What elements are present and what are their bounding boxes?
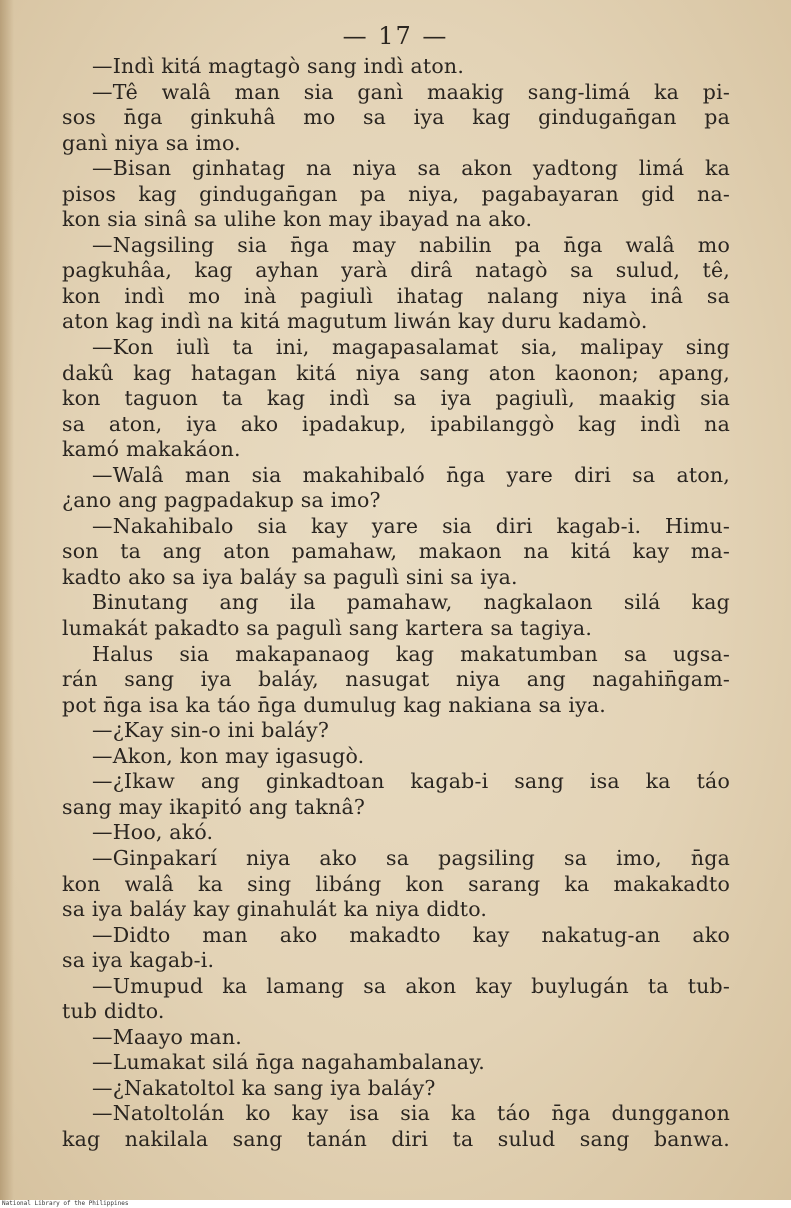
text-line: —Tê walâ man sia ganì maakig sang-limá ka pi-	[92, 79, 730, 104]
text-line: rán sang iya baláy, nasugat niya ang nagahin̄gam-	[62, 667, 730, 692]
page-number: — 17 —	[342, 22, 449, 50]
text-line: sa aton, iya ako ipadakup, ipabilanggò kag indì na	[62, 411, 730, 436]
text-line: —Indì kitá magtagò sang indì aton.	[92, 54, 465, 78]
text-line: —Bisan ginhatag na niya sa akon yadtong limá ka	[92, 156, 730, 181]
text-line: —¿Kay sin-o ini baláy?	[92, 718, 330, 743]
text-line: —¿Nakatoltol ka sang iya baláy?	[92, 1075, 436, 1100]
text-line: kon sia sinâ sa ulihe kon may ibayad na ako.	[62, 207, 533, 232]
text-line: —Didto man ako makadto kay nakatug-an ako	[92, 922, 730, 947]
text-line: —Kon iulì ta ini, magapasalamat sia, malipay sing	[92, 335, 730, 360]
text-line: pagkuhâa, kag ayhan yarà dirâ natagò sa sulud, tê,	[62, 258, 730, 283]
text-line: —Nagsiling sia n̄ga may nabilin pa n̄ga walâ mo	[92, 232, 730, 257]
text-line: dakû kag hatagan kitá niya sang aton kaonon; apang,	[62, 360, 730, 385]
text-line: —Natoltolán ko kay isa sia ka táo n̄ga dungganon	[92, 1101, 730, 1126]
text-line: pot n̄ga isa ka táo n̄ga dumulug kag nakiana sa iya.	[62, 692, 606, 717]
text-line: —Nakahibalo sia kay yare sia diri kagab-i. Himu-	[92, 513, 730, 538]
text-line: —Umupud ka lamang sa akon kay buylugán ta tub-	[92, 973, 730, 998]
text-line: pisos kag gindugan̄gan pa niya, pagabayaran gid na-	[62, 181, 730, 206]
text-line: ¿ano ang pagpadakup sa imo?	[62, 488, 381, 513]
text-line: sang may ikapitó ang taknâ?	[62, 794, 366, 819]
text-line: tub didto.	[62, 999, 165, 1024]
library-credit: National Library of the Philippines	[2, 1200, 129, 1207]
text-line: Halus sia makapanaog kag makatumban sa ugsa-	[92, 641, 730, 666]
text-line: —Ginpakarí niya ako sa pagsiling sa imo, n̄ga	[92, 845, 730, 870]
text-line: —Maayo man.	[92, 1024, 242, 1049]
text-line: son ta ang aton pamahaw, makaon na kitá kay ma-	[62, 539, 730, 564]
text-line: —Walâ man sia makahibaló n̄ga yare diri sa aton,	[92, 462, 730, 487]
text-line: kon indì mo inà pagiulì ihatag nalang niya inâ sa	[62, 283, 730, 308]
text-line: Binutang ang ila pamahaw, nagkalaon silá kag	[92, 590, 730, 615]
text-line: kadto ako sa iya baláy sa pagulì sini sa iya.	[62, 564, 518, 589]
text-line: aton kag indì na kitá magutum liwán kay duru kadamò.	[62, 309, 648, 334]
text-line: sa iya baláy kay ginahulát ka niya didto.	[62, 897, 488, 922]
text-line: —Hoo, akó.	[92, 820, 214, 845]
text-line: —Akon, kon may igasugò.	[92, 743, 365, 768]
text-line: sa iya kagab-i.	[62, 948, 215, 973]
text-line: sos n̄ga ginkuhâ mo sa iya kag gindugan̄gan pa	[62, 105, 730, 130]
text-line: —Lumakat silá n̄ga nagahambalanay.	[92, 1050, 485, 1075]
body-text	[62, 54, 730, 1153]
text-line: kon taguon ta kag indì sa iya pagiulì, maakig sia	[62, 386, 730, 411]
text-line: ganì niya sa imo.	[62, 130, 241, 155]
text-line: kag nakilala sang tanán diri ta sulud sang banwa.	[62, 1126, 730, 1151]
text-line: kon walâ ka sing libáng kon sarang ka makakadto	[62, 871, 730, 896]
text-line: kamó makakáon.	[62, 437, 241, 462]
text-line: —¿Ikaw ang ginkadtoan kagab-i sang isa ka táo	[92, 769, 730, 794]
text-line: lumakát pakadto sa pagulì sang kartera sa tagiya.	[62, 616, 593, 641]
